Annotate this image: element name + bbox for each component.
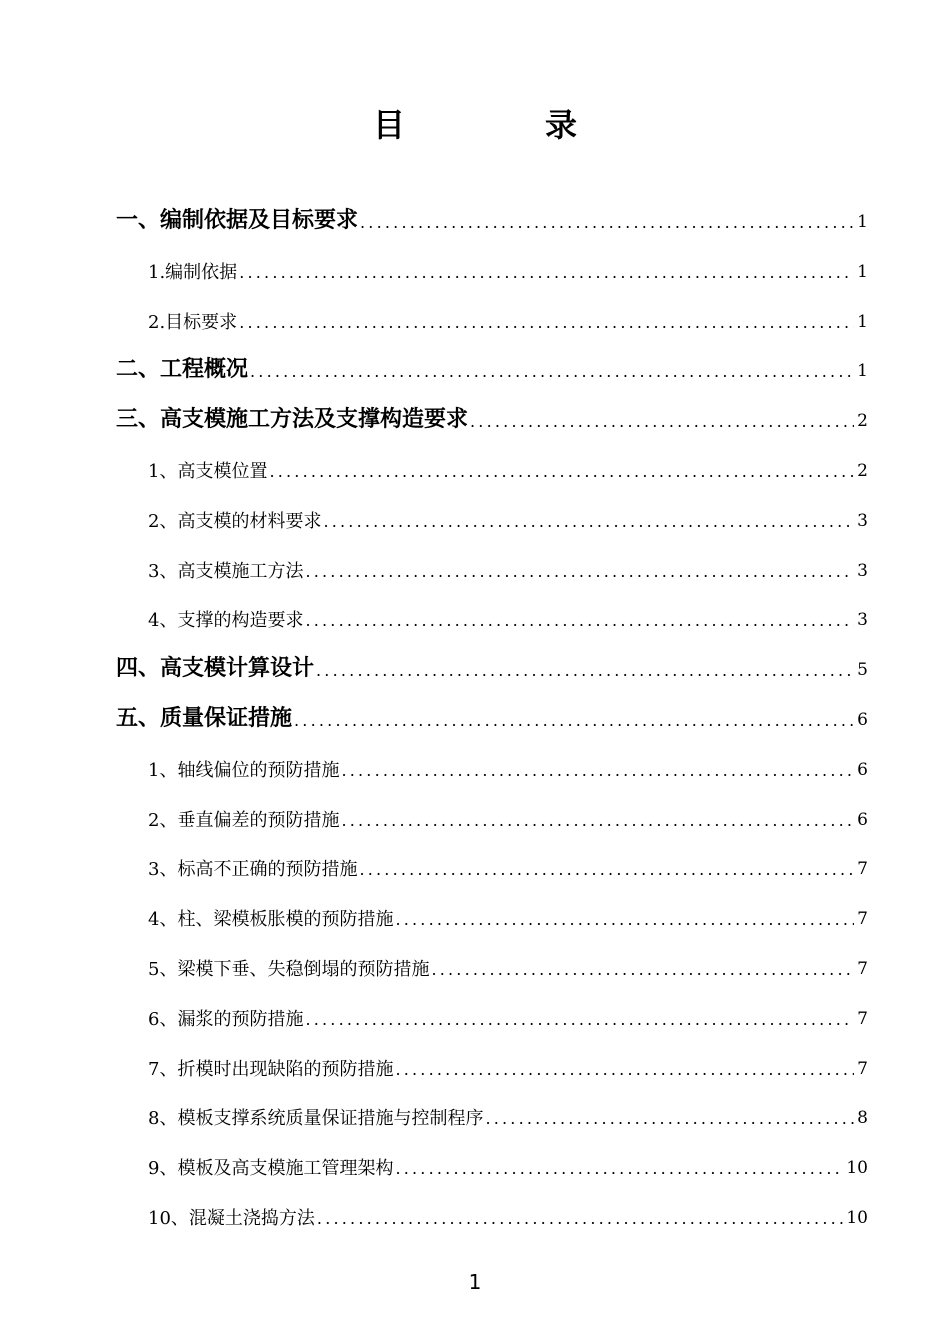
toc-entry[interactable] bbox=[0, 545, 868, 585]
dot-leader bbox=[341, 763, 854, 784]
toc-entry-page: 1 bbox=[857, 311, 868, 332]
dot-leader bbox=[316, 663, 854, 684]
dot-leader bbox=[239, 315, 854, 336]
toc-entry-page: 1 bbox=[857, 212, 868, 232]
toc-entry[interactable] bbox=[0, 395, 868, 435]
toc-entry-page: 2 bbox=[857, 411, 868, 432]
toc-entry[interactable] bbox=[0, 445, 868, 485]
dot-leader bbox=[305, 613, 854, 634]
toc-entry-title: 2、高支模的材料要求 bbox=[148, 510, 322, 532]
dot-leader bbox=[323, 514, 854, 535]
toc-entry-title: 7、折模时出现缺陷的预防措施 bbox=[148, 1058, 394, 1080]
toc-entry[interactable] bbox=[0, 1142, 868, 1182]
toc-entry-title: 三、高支模施工方法及支撑构造要求 bbox=[116, 407, 469, 433]
page-number: 1 bbox=[468, 1270, 482, 1294]
toc-entry-title: 5、梁模下垂、失稳倒塌的预防措施 bbox=[148, 959, 430, 980]
toc-entry-title: 五、质量保证措施 bbox=[116, 706, 293, 731]
toc-entry[interactable] bbox=[0, 993, 868, 1033]
dot-leader bbox=[305, 564, 854, 585]
toc-entry-page: 10 bbox=[846, 1208, 868, 1228]
toc-entry-page: 7 bbox=[857, 859, 868, 880]
toc-entry-title: 3、标高不正确的预防措施 bbox=[148, 859, 358, 881]
toc-entry-title: 8、模板支撑系统质量保证措施与控制程序 bbox=[148, 1108, 484, 1130]
toc-entry[interactable] bbox=[0, 1192, 868, 1232]
toc-entry-title: 二、工程概况 bbox=[116, 357, 249, 383]
dot-leader bbox=[317, 1211, 844, 1232]
toc-entry-title: 4、支撑的构造要求 bbox=[148, 610, 304, 632]
toc-entry-title: 2、垂直偏差的预防措施 bbox=[148, 809, 340, 831]
toc-entry-title: 1.编制依据 bbox=[148, 261, 238, 283]
toc-entry-page: 6 bbox=[857, 809, 868, 830]
dot-leader bbox=[305, 1012, 854, 1033]
dot-leader bbox=[485, 1111, 854, 1132]
toc-entry[interactable] bbox=[0, 594, 868, 634]
toc-entry[interactable] bbox=[0, 644, 868, 684]
toc-entry[interactable] bbox=[0, 1043, 868, 1083]
toc-entry-title: 一、编制依据及目标要求 bbox=[116, 208, 359, 233]
toc-entry[interactable] bbox=[0, 943, 868, 983]
toc-entry[interactable] bbox=[0, 744, 868, 784]
dot-leader bbox=[269, 464, 854, 485]
toc-entry-title: 1、轴线偏位的预防措施 bbox=[148, 759, 340, 781]
dot-leader bbox=[359, 862, 854, 883]
toc-entry-page: 6 bbox=[857, 710, 868, 730]
toc-entry[interactable] bbox=[0, 345, 868, 385]
toc-entry-title: 9、模板及高支模施工管理架构 bbox=[148, 1158, 394, 1180]
dot-leader bbox=[360, 215, 854, 236]
dot-leader bbox=[395, 1161, 844, 1182]
toc-entry-page: 3 bbox=[857, 560, 868, 581]
dot-leader bbox=[250, 364, 854, 385]
toc-entry-page: 5 bbox=[857, 660, 868, 681]
page-title: 目 录 bbox=[372, 106, 631, 144]
toc-entry-page: 7 bbox=[857, 1058, 868, 1079]
toc-entry-page: 6 bbox=[857, 759, 868, 780]
toc-entry-title: 10、混凝土浇捣方法 bbox=[148, 1208, 315, 1229]
toc-entry-page: 8 bbox=[857, 1108, 868, 1129]
toc-entry-title: 2.目标要求 bbox=[148, 311, 238, 333]
toc-entry-page: 1 bbox=[857, 361, 868, 382]
dot-leader bbox=[395, 912, 854, 933]
toc-entry[interactable] bbox=[0, 1092, 868, 1132]
toc-entry[interactable] bbox=[0, 843, 868, 883]
toc-entry-page: 7 bbox=[857, 959, 868, 979]
toc-entry[interactable] bbox=[0, 893, 868, 933]
toc-entry[interactable] bbox=[0, 794, 868, 834]
toc-entry-page: 10 bbox=[846, 1158, 868, 1179]
dot-leader bbox=[341, 813, 854, 834]
toc-entry-page: 3 bbox=[857, 510, 868, 531]
toc-entry[interactable] bbox=[0, 196, 868, 236]
toc-entry-title: 1、高支模位置 bbox=[148, 461, 268, 482]
toc-entry-page: 7 bbox=[857, 1008, 868, 1029]
toc-entry-page: 2 bbox=[857, 461, 868, 481]
toc-entry-title: 6、漏浆的预防措施 bbox=[148, 1008, 304, 1030]
dot-leader bbox=[431, 962, 854, 983]
toc-entry[interactable] bbox=[0, 694, 868, 734]
dot-leader bbox=[395, 1062, 854, 1083]
toc-entry[interactable] bbox=[0, 246, 868, 286]
toc-entry-title: 四、高支模计算设计 bbox=[116, 656, 315, 682]
toc-entry-title: 4、柱、梁模板胀模的预防措施 bbox=[148, 909, 394, 931]
toc-entry-title: 3、高支模施工方法 bbox=[148, 560, 304, 582]
toc-entry[interactable] bbox=[0, 296, 868, 336]
toc-entry-page: 7 bbox=[857, 909, 868, 930]
toc-entry-page: 1 bbox=[857, 261, 868, 282]
toc-entry[interactable] bbox=[0, 495, 868, 535]
dot-leader bbox=[470, 414, 854, 435]
toc-entry-page: 3 bbox=[857, 610, 868, 631]
dot-leader bbox=[294, 713, 854, 734]
dot-leader bbox=[239, 265, 854, 286]
